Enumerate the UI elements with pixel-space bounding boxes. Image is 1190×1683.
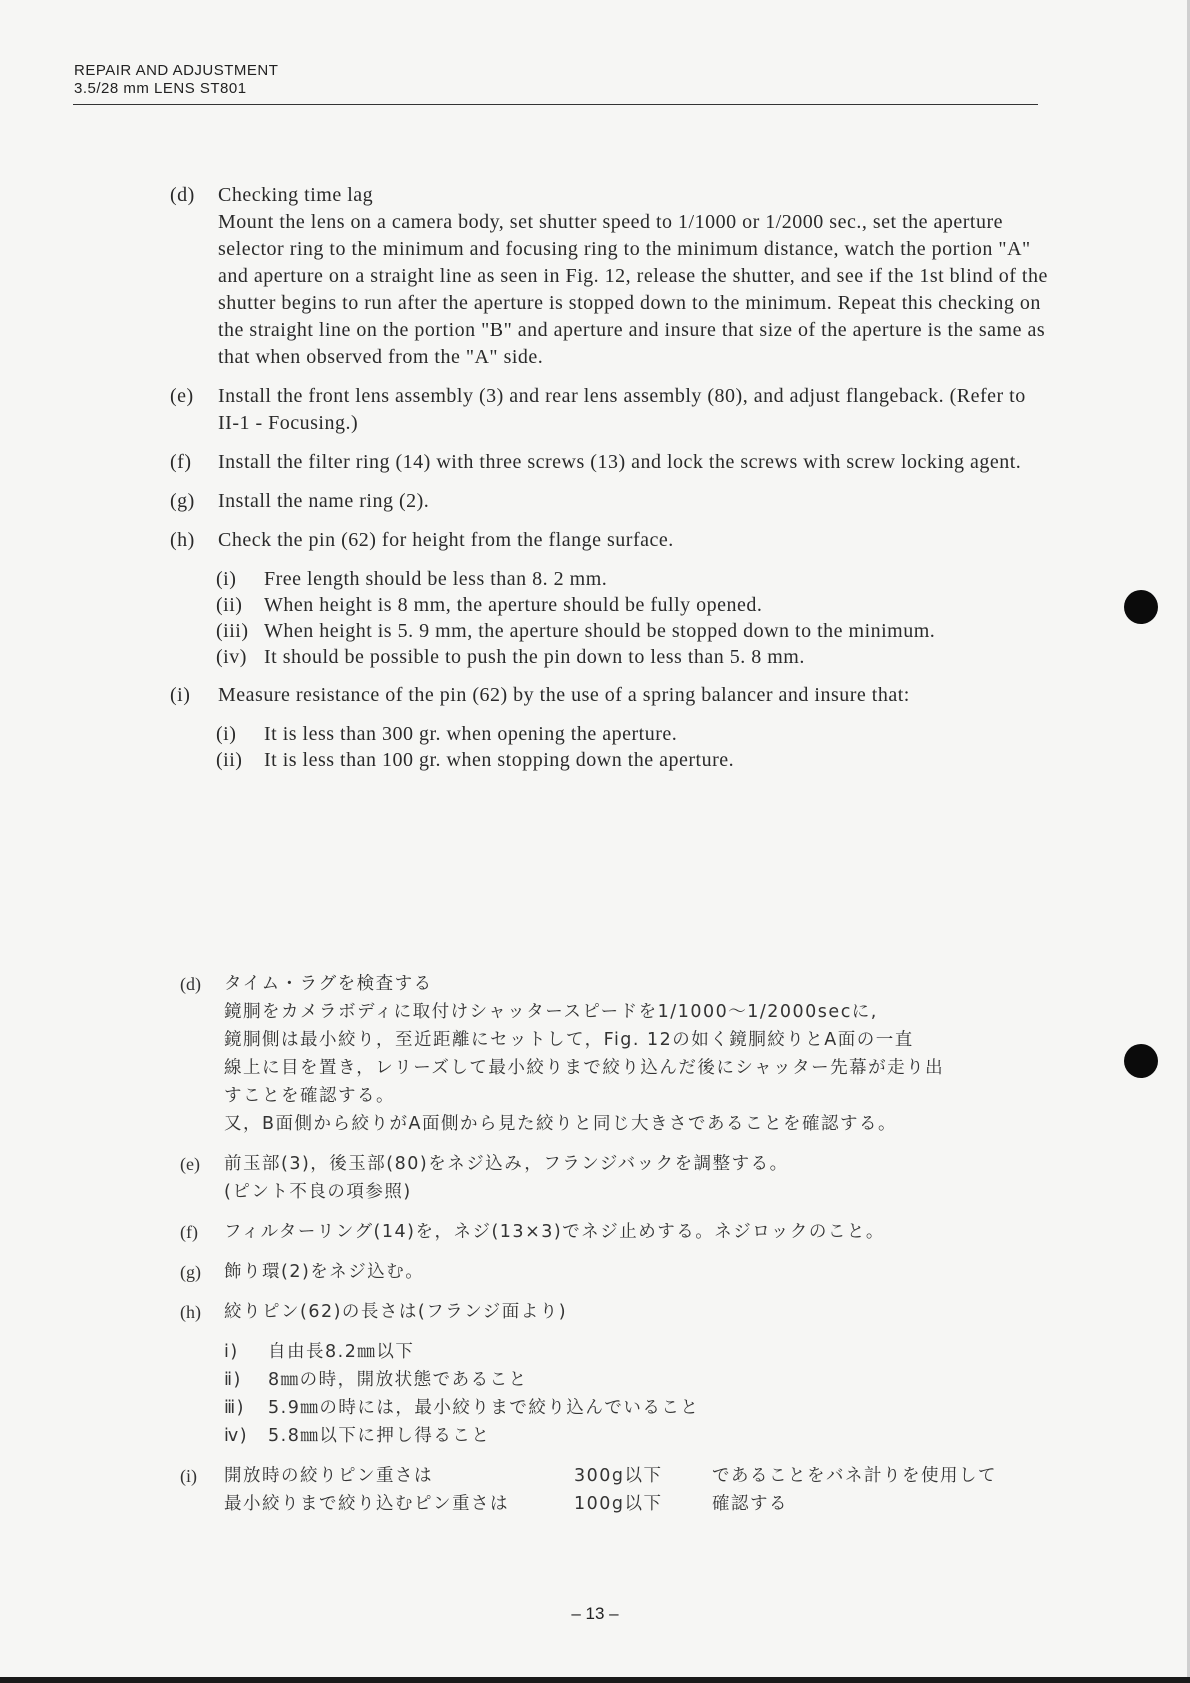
sub-text: Free length should be less than 8. 2 mm. <box>264 568 608 590</box>
row-subject: 開放時の絞りピン重さは <box>224 1466 433 1486</box>
japanese-item-e <box>180 1150 1060 1206</box>
english-i-sublist <box>170 721 1050 773</box>
sub-label: (i) <box>216 568 237 590</box>
sub-text: 8㎜の時，開放状態であること <box>268 1370 528 1390</box>
sub-label: ⅱ) <box>224 1370 242 1390</box>
item-label: (e) <box>180 1154 200 1174</box>
item-text: Mount the lens on a camera body, set shutter speed to 1/1000 or 1/2000 sec., set the aperture selector ring to the minimum and focusing ring to the minimum distance, watch the portion "A" and aperture on a straight line as seen in Fig. 12, release the shutter, and see if the 1st blind of the shutter begins to run after the aperture is stopped down to the minimum. Repeat this checking on the straight line on the portion "B" and aperture and insure that size of the aperture is the same as that when observed from the "A" side. <box>218 211 1048 368</box>
english-item-i <box>170 682 1050 709</box>
japanese-item-f <box>180 1218 1060 1246</box>
row-value: 300g以下 <box>574 1466 663 1486</box>
english-item-h <box>170 527 1050 554</box>
item-line: (ピント不良の項参照) <box>224 1182 412 1202</box>
row-subject: 最小絞りまで絞り込むピン重さは <box>224 1494 509 1514</box>
item-text: 絞りピン(62)の長さは(フランジ面より) <box>224 1302 568 1322</box>
sub-text: It should be possible to push the pin down to less than 5. 8 mm. <box>264 646 805 668</box>
item-label: (f) <box>170 451 192 473</box>
sub-text: When height is 8 mm, the aperture should be fully opened. <box>264 594 763 616</box>
japanese-item-g <box>180 1258 1060 1286</box>
list-item <box>216 566 1050 592</box>
header-subtitle: 3.5/28 mm LENS ST801 <box>74 80 247 97</box>
item-text: 飾り環(2)をネジ込む。 <box>224 1262 425 1282</box>
list-item <box>216 747 1050 773</box>
sub-label: (i) <box>216 723 237 745</box>
sub-label: (ii) <box>216 749 243 771</box>
item-line: 線上に目を置き，レリーズして最小絞りまで絞り込んだ後にシャッター先幕が走り出 <box>224 1058 945 1078</box>
item-label: (i) <box>180 1466 197 1486</box>
binder-hole-bottom <box>1124 1044 1158 1078</box>
row-note: であることをバネ計りを使用して <box>712 1466 997 1486</box>
list-item <box>224 1338 1060 1366</box>
item-text: Install the filter ring (14) with three screws (13) and lock the screws with screw locking agent. <box>218 451 1022 473</box>
item-line: 鏡胴側は最小絞り，至近距離にセットして，Fig. 12の如く鏡胴絞りとA面の一直 <box>224 1030 914 1050</box>
japanese-item-h <box>180 1298 1060 1326</box>
sub-label: (iv) <box>216 646 247 668</box>
item-label: (h) <box>170 529 195 551</box>
item-label: (g) <box>170 490 195 512</box>
item-label: (h) <box>180 1302 201 1322</box>
english-item-e <box>170 383 1050 437</box>
sub-label: ⅲ) <box>224 1398 245 1418</box>
item-line: 又，B面側から絞りがA面側から見た絞りと同じ大きさであることを確認する。 <box>224 1114 897 1134</box>
item-text: Install the name ring (2). <box>218 490 430 512</box>
item-text: Install the front lens assembly (3) and rear lens assembly (80), and adjust flangeback. (Refer to II-1 - Focusing.) <box>218 385 1026 434</box>
sub-text: It is less than 300 gr. when opening the aperture. <box>264 723 678 745</box>
english-section <box>170 182 1050 785</box>
japanese-h-sublist <box>180 1338 1060 1450</box>
item-line: すことを確認する。 <box>224 1086 395 1106</box>
english-item-g <box>170 488 1050 515</box>
japanese-item-d <box>180 970 1060 1138</box>
header-title: REPAIR AND ADJUSTMENT <box>74 62 279 79</box>
list-item <box>224 1394 1060 1422</box>
item-label: (d) <box>180 974 201 994</box>
header-divider <box>73 104 1038 105</box>
sub-label: (ii) <box>216 594 243 616</box>
row-value: 100g以下 <box>574 1494 663 1514</box>
list-item <box>224 1366 1060 1394</box>
list-item <box>216 644 1050 670</box>
item-label: (g) <box>180 1262 201 1282</box>
table-row <box>224 1462 1060 1490</box>
sub-label: ⅰ) <box>224 1342 239 1362</box>
item-label: (d) <box>170 184 195 206</box>
page-number: – 13 – <box>571 1604 619 1623</box>
japanese-section <box>180 970 1060 1530</box>
sub-text: It is less than 100 gr. when stopping down the aperture. <box>264 749 735 771</box>
item-heading: Checking time lag <box>218 184 374 206</box>
binder-hole-top <box>1124 590 1158 624</box>
english-h-sublist <box>170 566 1050 670</box>
page-header <box>74 62 278 98</box>
scan-edge-bottom <box>0 1677 1190 1683</box>
list-item <box>216 592 1050 618</box>
sub-text: 5.9㎜の時には，最小絞りまで絞り込んでいること <box>268 1398 700 1418</box>
list-item <box>224 1422 1060 1450</box>
japanese-item-i <box>180 1462 1060 1518</box>
english-item-d <box>170 182 1050 371</box>
list-item <box>216 721 1050 747</box>
item-label: (e) <box>170 385 194 407</box>
item-label: (f) <box>180 1222 198 1242</box>
item-line: 前玉部(3)，後玉部(80)をネジ込み，フランジバックを調整する。 <box>224 1154 789 1174</box>
sub-text: 自由長8.2㎜以下 <box>268 1342 415 1362</box>
item-heading: タイム・ラグを検査する <box>224 974 433 994</box>
list-item <box>216 618 1050 644</box>
item-text: Measure resistance of the pin (62) by the use of a spring balancer and insure that: <box>218 684 910 706</box>
item-label: (i) <box>170 684 191 706</box>
item-line: 鏡胴をカメラボディに取付けシャッタースピードを1/1000〜1/2000secに, <box>224 1002 878 1022</box>
sub-label: (iii) <box>216 620 249 642</box>
item-text: フィルターリング(14)を，ネジ(13×3)でネジ止めする。ネジロックのこと。 <box>224 1222 885 1242</box>
row-note: 確認する <box>712 1494 788 1514</box>
item-text: Check the pin (62) for height from the flange surface. <box>218 529 674 551</box>
sub-label: ⅳ) <box>224 1426 249 1446</box>
sub-text: When height is 5. 9 mm, the aperture should be stopped down to the minimum. <box>264 620 936 642</box>
table-row <box>224 1490 1060 1518</box>
english-item-f <box>170 449 1050 476</box>
sub-text: 5.8㎜以下に押し得ること <box>268 1426 491 1446</box>
